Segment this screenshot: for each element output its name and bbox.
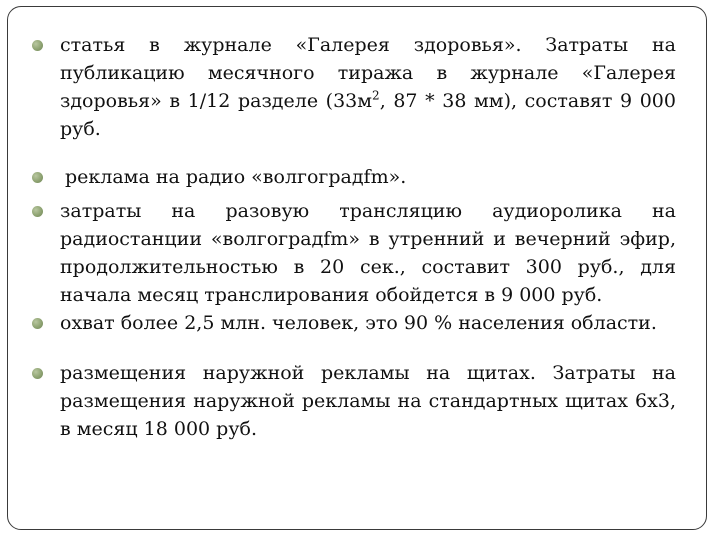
bullet-list [32, 31, 676, 443]
list-item [32, 309, 676, 337]
bullet-icon [32, 40, 43, 51]
bullet-text: размещения наружной рекламы на щитах. Затраты на размещения наружной рекламы на стандартных щитах 6х3, в месяц 18 000 руб. [60, 362, 676, 440]
list-item [32, 197, 676, 309]
bullet-text: охват более 2,5 млн. человек, это 90 % населения области. [60, 312, 657, 334]
bullet-icon [32, 368, 43, 379]
slide-frame [7, 6, 707, 530]
bullet-text: затраты на разовую трансляцию аудиоролика на радиостанции «волгоградfm» в утренний и вечерний эфир, продолжительностью в 20 сек., составит 300 руб., для начала месяц транслирования обойдется в 9 000 руб. [60, 200, 676, 306]
bullet-text: реклама на радио «волгоградfm». [65, 166, 407, 188]
superscript: 2 [372, 88, 380, 103]
bullet-icon [32, 206, 43, 217]
bullet-icon [32, 318, 43, 329]
list-item [32, 359, 676, 443]
bullet-icon [32, 172, 43, 183]
bullet-text: статья в журнале «Галерея здоровья». Затраты на публикацию месячного тиража в журнале «Галерея здоровья» в 1/12 разделе ($33м^2$, 87 * 38 мм), составят 9 000 руб. [60, 34, 676, 140]
list-item [32, 163, 676, 191]
list-item [32, 31, 676, 143]
